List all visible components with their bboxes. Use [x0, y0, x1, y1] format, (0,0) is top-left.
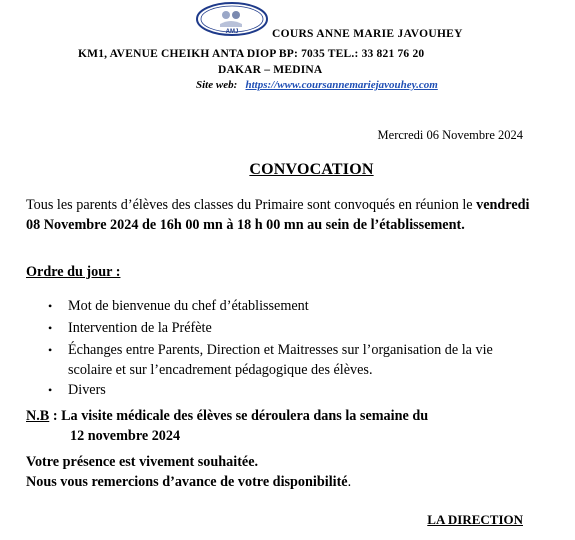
school-logo-emblem	[196, 2, 268, 36]
nb-separator: :	[49, 408, 62, 424]
document-date: Mercredi 06 Novembre 2024	[377, 128, 523, 142]
agenda-item-text: Divers	[68, 382, 106, 398]
agenda-list	[48, 296, 533, 400]
closing-line-2-wrap	[26, 472, 531, 492]
school-name: COURS ANNE MARIE JAVOUHEY	[272, 28, 463, 40]
intro-bold-text: vendredi 08 Novembre 2024 de 16h 00 mn à 18 h 00 mn au sein de l’établissement.	[26, 197, 530, 233]
school-city: DAKAR – MEDINA	[218, 64, 323, 76]
school-website	[196, 79, 438, 91]
intro-text: Tous les parents d’élèves des classes du Primaire sont convoqués en réunion le	[26, 197, 477, 213]
agenda-heading: Ordre du jour :	[26, 264, 121, 280]
website-label: Site web:	[196, 79, 238, 91]
agenda-item-text: Échanges entre Parents, Direction et Maitresses sur l’organisation de la vie scolaire et sur l’encadrement pédagogique des élèves.	[68, 342, 493, 378]
agenda-item	[48, 380, 533, 400]
bullet-icon: •	[48, 343, 53, 357]
closing-period: .	[347, 474, 352, 490]
closing-line-1: Votre présence est vivement souhaitée.	[26, 454, 259, 470]
agenda-item-text: Mot de bienvenue du chef d’établissement	[68, 298, 309, 314]
logo-text: AMJ	[225, 29, 239, 35]
agenda-item	[48, 340, 533, 380]
agenda-item	[48, 318, 533, 338]
bullet-icon: •	[48, 383, 53, 397]
nb-line-2: 12 novembre 2024	[70, 428, 181, 444]
agenda-item	[48, 296, 533, 316]
nb-note	[26, 406, 531, 446]
nb-line-1: La visite médicale des élèves se déroulera dans la semaine du	[61, 408, 429, 424]
signature: LA DIRECTION	[427, 512, 523, 527]
document-title-row	[0, 161, 575, 179]
school-address: KM1, AVENUE CHEIKH ANTA DIOP BP: 7035 TEL.: 33 821 76 20	[78, 48, 425, 60]
bullet-icon: •	[48, 299, 53, 313]
intro-paragraph	[26, 195, 531, 235]
website-link[interactable]: https://www.coursannemariejavouhey.com	[245, 79, 438, 91]
bullet-icon: •	[48, 321, 53, 335]
document-title: CONVOCATION	[249, 161, 374, 178]
school-logo	[196, 2, 268, 36]
nb-label: N.B	[26, 408, 50, 424]
agenda-item-text: Intervention de la Préfète	[68, 320, 212, 336]
closing-paragraph	[26, 452, 531, 492]
closing-line-2: Nous vous remercions d’avance de votre disponibilité	[26, 474, 348, 490]
